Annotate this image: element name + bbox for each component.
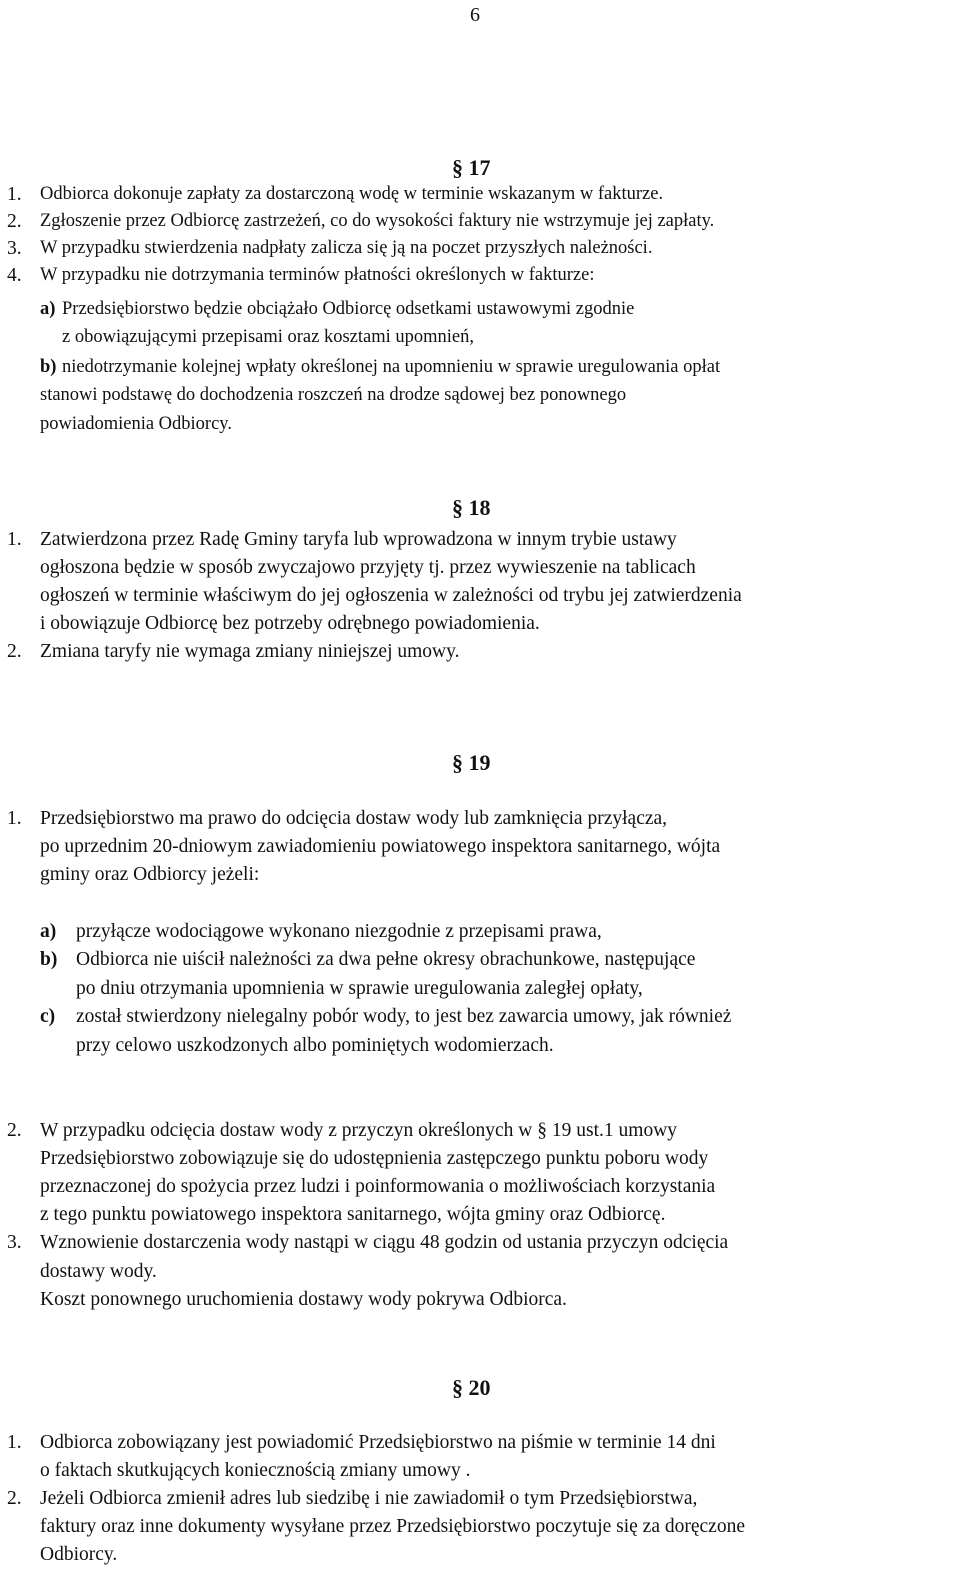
s17-subitem-b-label: b) (40, 357, 57, 377)
s20-item-1-line-2: o faktach skutkujących koniecznością zmiany umowy . (40, 1460, 471, 1481)
s19-item-3-line-1: Wznowienie dostarczenia wody nastąpi w ciągu 48 godzin od ustania przyczyn odcięcia (40, 1232, 729, 1253)
s17-item-1-text: Odbiorca dokonuje zapłaty za dostarczoną wodę w terminie wskazanym w fakturze. (40, 184, 664, 204)
s20-item-1-number: 1. (7, 1432, 22, 1453)
s18-item-1-line-2: ogłoszona będzie w sposób zwyczajowo przyjęty tj. przez wywieszenie na tablicach (40, 557, 696, 578)
s17-item-1-number: 1. (7, 184, 22, 205)
s19-item-2-line-4: z tego punktu powiatowego inspektora sanitarnego, wójta gminy oraz Odbiorcę. (40, 1204, 666, 1225)
s19-item-2-number: 2. (7, 1120, 22, 1141)
s20-item-2-number: 2. (7, 1488, 22, 1509)
s19-item-1-line-1: Przedsiębiorstwo ma prawo do odcięcia dostaw wody lub zamknięcia przyłącza, (40, 808, 668, 829)
s19-item-2-line-2: Przedsiębiorstwo zobowiązuje się do udostępnienia zastępczego punktu poboru wody (40, 1148, 709, 1169)
section-19-heading: § 19 (452, 750, 491, 775)
s20-item-2-line-1: Jeżeli Odbiorca zmienił adres lub siedzibę i nie zawiadomił o tym Przedsiębiorstwa, (40, 1488, 698, 1509)
s17-item-2-text: Zgłoszenie przez Odbiorcę zastrzeżeń, co do wysokości faktury nie wstrzymuje jej zapłaty. (40, 211, 715, 231)
s18-item-1-line-3: ogłoszeń w terminie właściwym do jej ogłoszenia w zależności od trybu jej zatwierdzenia (40, 585, 742, 606)
s19-subitem-c-line-2: przy celowo uszkodzonych albo pominiętych wodomierzach. (76, 1035, 554, 1056)
s18-item-2-text: Zmiana taryfy nie wymaga zmiany niniejszej umowy. (40, 641, 460, 662)
s19-item-2-line-1: W przypadku odcięcia dostaw wody z przyczyn określonych w § 19 ust.1 umowy (40, 1120, 678, 1141)
s19-subitem-a-label: a) (40, 921, 57, 942)
s20-item-2-line-3: Odbiorcy. (40, 1544, 118, 1565)
s19-subitem-c-label: c) (40, 1006, 56, 1027)
s19-subitem-c-line-1: został stwierdzony nielegalny pobór wody, to jest bez zawarcia umowy, jak również (76, 1006, 732, 1027)
section-17-heading: § 17 (452, 155, 491, 180)
s17-subitem-b-line-2: stanowi podstawę do dochodzenia roszczeń na drodze sądowej bez ponownego (40, 385, 627, 405)
s18-item-1-line-4: i obowiązuje Odbiorcę bez potrzeby odrębnego powiadomienia. (40, 613, 540, 634)
s17-item-3-text: W przypadku stwierdzenia nadpłaty zalicza się ją na poczet przyszłych należności. (40, 238, 653, 258)
s19-item-1-number: 1. (7, 808, 22, 829)
s19-subitem-b-line-2: po dniu otrzymania upomnienia w sprawie uregulowania zaległej opłaty, (76, 978, 643, 999)
page-number: 6 (470, 4, 480, 26)
s17-subitem-a-line-2: z obowiązującymi przepisami oraz kosztami upomnień, (62, 327, 475, 347)
s19-item-2-line-3: przeznaczonej do spożycia przez ludzi i poinformowania o możliwościach korzystania (40, 1176, 716, 1197)
s19-item-3-line-2: dostawy wody. (40, 1261, 157, 1282)
s17-subitem-b-line-1: niedotrzymanie kolejnej wpłaty określonej na upomnieniu w sprawie uregulowania opłat (62, 357, 721, 377)
s17-item-4-text: W przypadku nie dotrzymania terminów płatności określonych w fakturze: (40, 265, 595, 285)
s19-subitem-b-line-1: Odbiorca nie uiścił należności za dwa pełne okresy obrachunkowe, następujące (76, 949, 696, 970)
s18-item-1-number: 1. (7, 529, 22, 550)
s18-item-2-number: 2. (7, 641, 22, 662)
s19-item-3-line-3: Koszt ponownego uruchomienia dostawy wody pokrywa Odbiorca. (40, 1289, 567, 1310)
s19-item-1-line-3: gminy oraz Odbiorcy jeżeli: (40, 864, 260, 885)
s18-item-1-line-1: Zatwierdzona przez Radę Gminy taryfa lub wprowadzona w innym trybie ustawy (40, 529, 677, 550)
s19-subitem-a-text: przyłącze wodociągowe wykonano niezgodnie z przepisami prawa, (76, 921, 602, 942)
s17-item-2-number: 2. (7, 211, 22, 232)
s19-subitem-b-label: b) (40, 949, 58, 970)
s17-item-4-number: 4. (7, 265, 22, 286)
section-20-heading: § 20 (452, 1375, 491, 1400)
section-18-heading: § 18 (452, 495, 491, 520)
s17-item-3-number: 3. (7, 238, 22, 259)
s17-subitem-a-line-1: Przedsiębiorstwo będzie obciążało Odbiorcę odsetkami ustawowymi zgodnie (62, 299, 635, 319)
s17-subitem-b-line-3: powiadomienia Odbiorcy. (40, 414, 232, 434)
s17-subitem-a-label: a) (40, 299, 56, 319)
s19-item-1-line-2: po uprzednim 20-dniowym zawiadomieniu powiatowego inspektora sanitarnego, wójta (40, 836, 721, 857)
s20-item-1-line-1: Odbiorca zobowiązany jest powiadomić Przedsiębiorstwo na piśmie w terminie 14 dni (40, 1432, 716, 1453)
s19-item-3-number: 3. (7, 1232, 22, 1253)
s20-item-2-line-2: faktury oraz inne dokumenty wysyłane przez Przedsiębiorstwo poczytuje się za doręczone (40, 1516, 745, 1537)
